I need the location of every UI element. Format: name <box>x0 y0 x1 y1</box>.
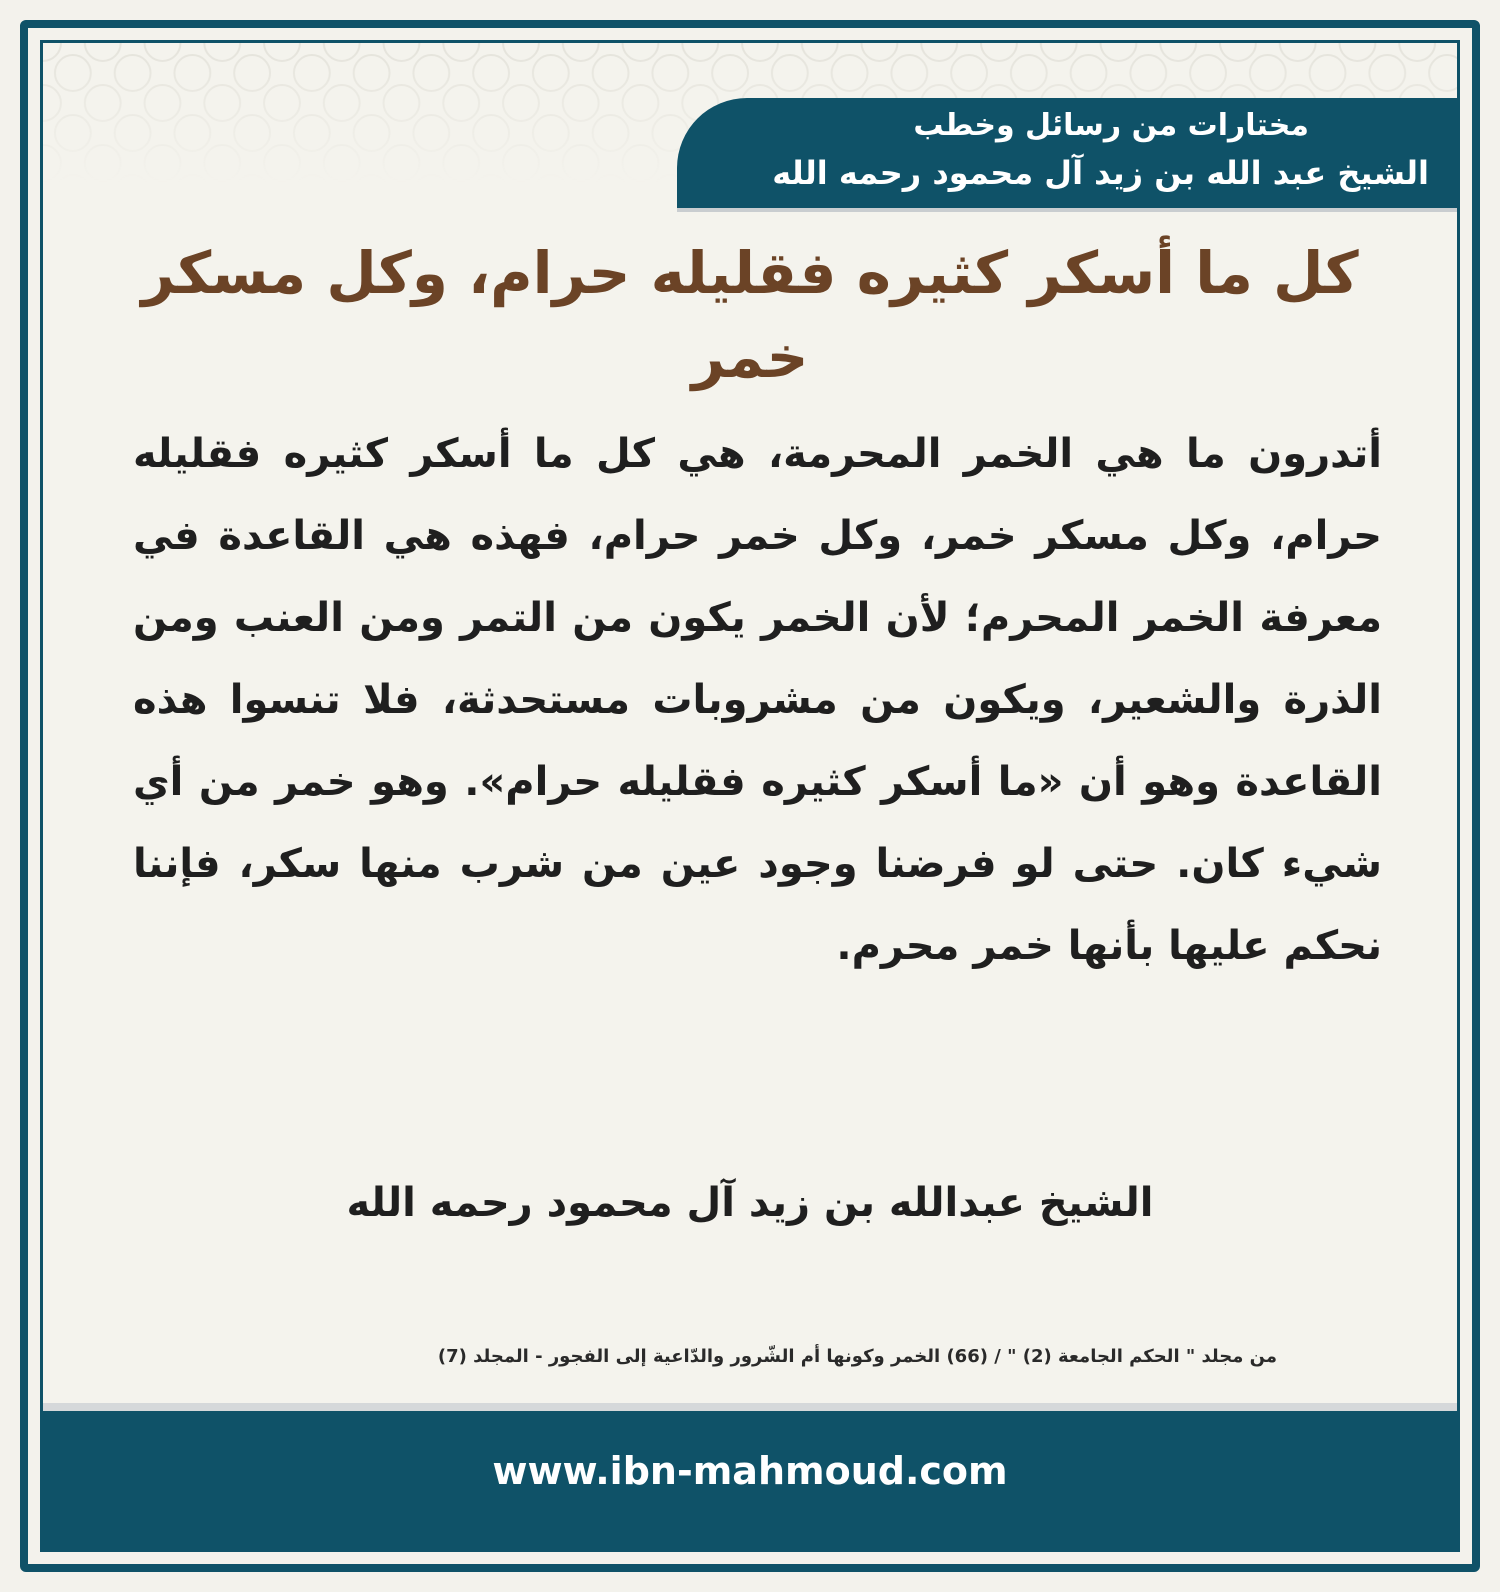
series-banner <box>677 98 1457 208</box>
author-signature: الشيخ عبدالله بن زيد آل محمود رحمه الله <box>346 1180 1154 1226</box>
inner-frame <box>40 40 1460 1552</box>
page-title: كل ما أسكر كثيره فقليله حرام، وكل مسكر خمر <box>141 239 1359 391</box>
series-author: الشيخ عبد الله بن زيد آل محمود رحمه الله <box>772 154 1429 192</box>
source-citation: من مجلد " الحكم الجامعة (2) " / (66) الخمر وكونها أم الشّرور والدّاعية إلى الفجور - المجلد (7) <box>437 1346 1277 1367</box>
website-link[interactable]: www.ibn-mahmoud.com <box>492 1449 1008 1493</box>
series-title: مختارات من رسائل وخطب <box>913 108 1309 143</box>
footer-divider <box>43 1403 1457 1411</box>
body-paragraph: أتدرون ما هي الخمر المحرمة، هي كل ما أسكر كثيره فقليله حرام، وكل مسكر خمر، وكل خمر حرام، فهذه هي القاعدة في معرفة الخمر المحرم؛ لأن الخمر يكون من التمر ومن العنب ومن الذرة والشعير، ويكون من مشروبات مستحدثة، فلا تنسوا هذه القاعدة وهو أن «ما أسكر كثيره فقليله حرام». وهو خمر من أي شيء كان. حتى لو فرضنا وجود عين من شرب منها سكر، فإننا نحكم عليها بأنها خمر محرم. <box>133 431 1382 969</box>
footer-bar <box>43 1411 1457 1549</box>
